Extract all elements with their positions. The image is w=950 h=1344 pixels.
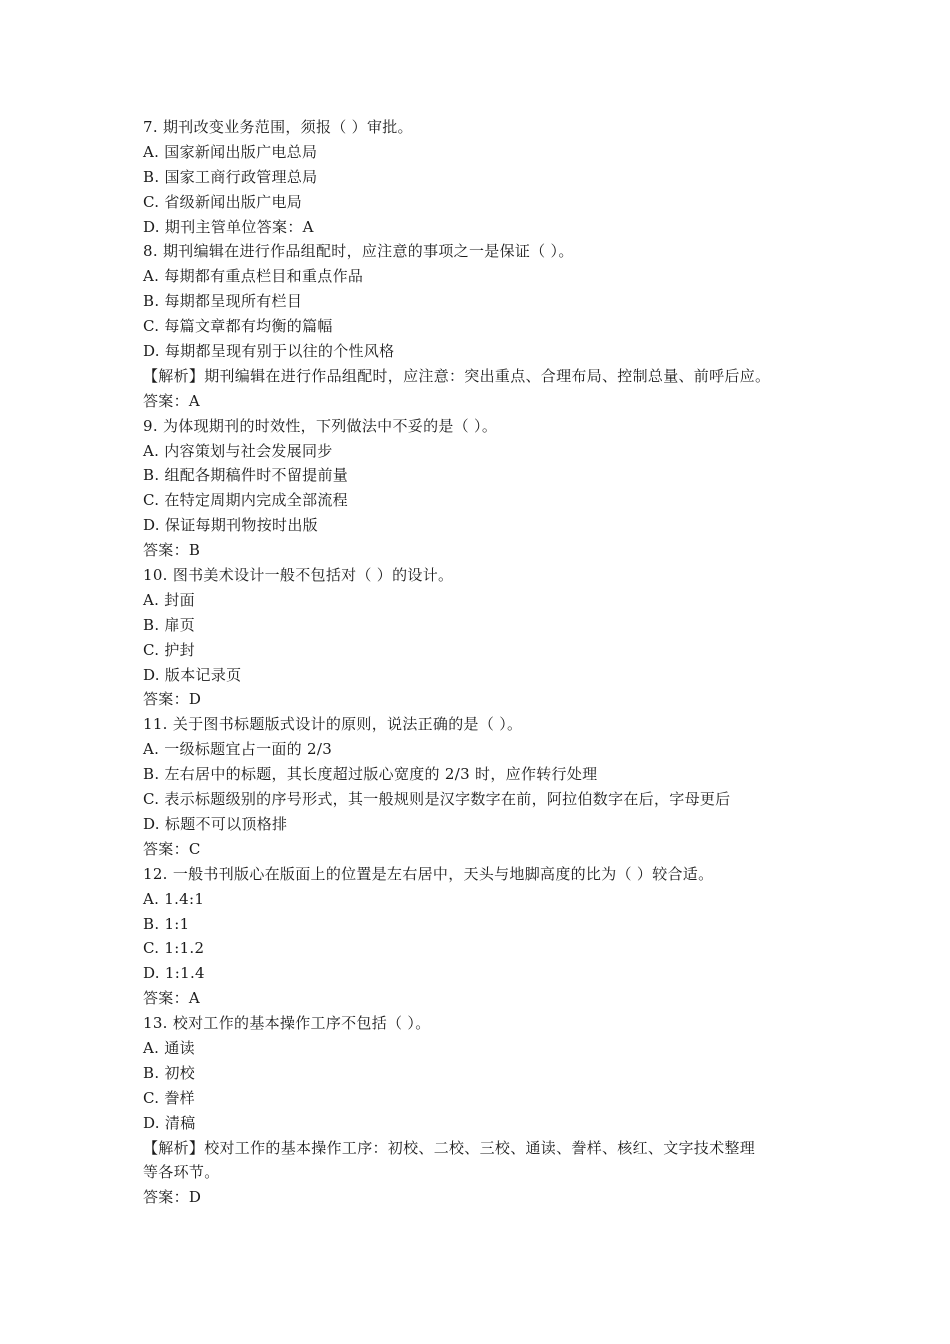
question-10-option-c: C. 护封 [143,640,195,659]
question-10-option-b: B. 扉页 [143,615,196,634]
question-8-option-d: D. 每期都呈现有别于以往的个性风格 [143,342,395,361]
question-13-option-b: B. 初校 [143,1063,196,1082]
question-9-option-a: A. 内容策划与社会发展同步 [143,441,333,460]
question-10-option-d: D. 版本记录页 [143,665,242,684]
question-11-option-d: D. 标题不可以顶格排 [143,814,288,833]
question-13-stem: 13. 校对工作的基本操作工序不包括（ ）。 [143,1014,431,1033]
question-11-option-b: B. 左右居中的标题，其长度超过版心宽度的 2/3 时，应作转行处理 [143,765,598,784]
question-11-answer: 答案：C [143,839,201,858]
question-8-option-a: A. 每期都有重点栏目和重点作品 [143,267,364,286]
question-7-option-c: C. 省级新闻出版广电局 [143,192,303,211]
question-7-option-b: B. 国家工商行政管理总局 [143,167,318,186]
question-10-stem: 10. 图书美术设计一般不包括对（ ）的设计。 [143,566,454,585]
question-11-option-a: A. 一级标题宜占一面的 2/3 [143,740,333,759]
question-10-option-a: A. 封面 [143,590,195,609]
question-8-option-c: C. 每篇文章都有均衡的篇幅 [143,317,333,336]
question-12-option-d: D. 1:1.4 [143,964,205,983]
question-8-analysis: 【解析】期刊编辑在进行作品组配时，应注意：突出重点、合理布局、控制总量、前呼后应。 [143,366,771,385]
question-13-analysis-continued: 等各环节。 [143,1163,220,1182]
question-12-stem: 12. 一般书刊版心在版面上的位置是左右居中，天头与地脚高度的比为（ ）较合适。 [143,864,714,883]
question-9-option-b: B. 组配各期稿件时不留提前量 [143,466,349,485]
question-13-analysis: 【解析】校对工作的基本操作工序：初校、二校、三校、通读、誊样、核红、文字技术整理 [143,1138,756,1157]
question-11-stem: 11. 关于图书标题版式设计的原则，说法正确的是（ ）。 [143,715,523,734]
question-12-option-a: A. 1.4:1 [143,889,205,908]
question-9-stem: 9. 为体现期刊的时效性，下列做法中不妥的是（ ）。 [143,416,498,435]
question-8-option-b: B. 每期都呈现所有栏目 [143,292,303,311]
question-8-stem: 8. 期刊编辑在进行作品组配时，应注意的事项之一是保证（ ）。 [143,242,574,261]
document-body [143,115,833,1210]
question-7-option-a: A. 国家新闻出版广电总局 [143,142,318,161]
question-11-option-c: C. 表示标题级别的序号形式，其一般规则是汉字数字在前，阿拉伯数字在后，字母更后 [143,790,731,809]
question-7-stem: 7. 期刊改变业务范围，须报（ ）审批。 [143,118,413,136]
question-8-answer: 答案：A [143,391,201,410]
question-13-answer: 答案：D [143,1188,202,1207]
question-13-option-c: C. 誊样 [143,1088,195,1107]
question-9-answer: 答案：B [143,541,201,560]
question-10-answer: 答案：D [143,690,202,709]
question-7-option-d-answer: D. 期刊主管单位答案：A [143,217,314,236]
question-13-option-a: A. 通读 [143,1038,195,1057]
question-9-option-c: C. 在特定周期内完成全部流程 [143,491,348,510]
question-12-option-b: B. 1:1 [143,914,190,933]
question-9-option-d: D. 保证每期刊物按时出版 [143,516,318,535]
question-13-option-d: D. 清稿 [143,1113,196,1132]
question-12-answer: 答案：A [143,989,201,1008]
question-12-option-c: C. 1:1.2 [143,939,205,958]
